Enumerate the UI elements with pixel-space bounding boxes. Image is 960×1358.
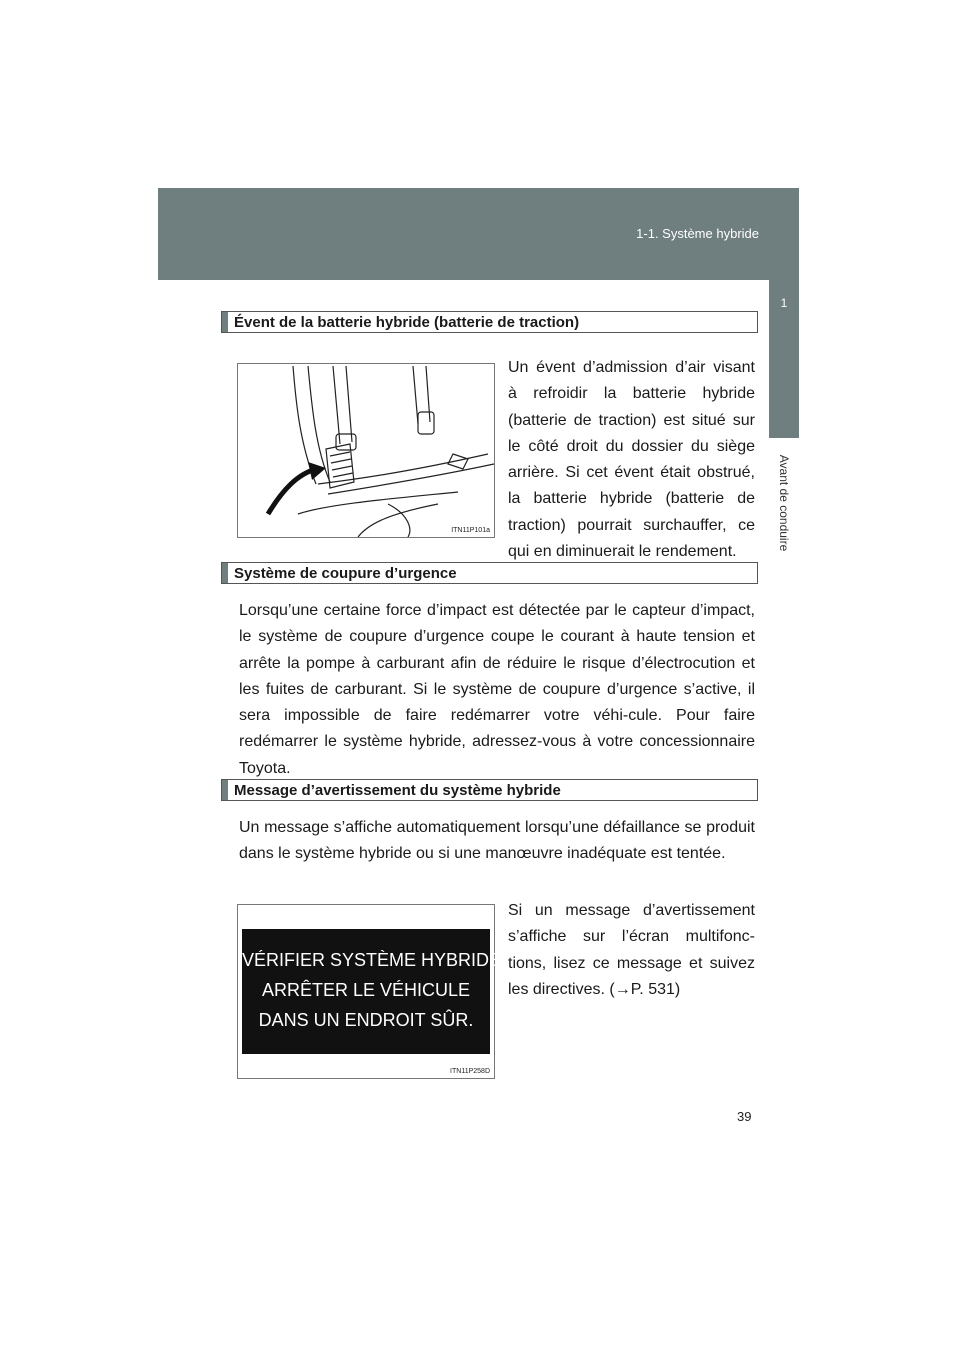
warning-message-text: Un message s’affiche automatiquement lorsqu’une défaillance se produit dans le système hybride ou si une manœuvre inadéquate est tentée. [239, 819, 755, 863]
section-title-emergency-shutoff [221, 562, 758, 584]
figure-code: ITN11P258D [450, 1068, 490, 1075]
header-band [158, 188, 799, 280]
warning-display-illustration [237, 904, 502, 1079]
section-title-warning-message [221, 779, 758, 801]
display-line: ARRÊTER LE VÉHICULE [261, 980, 471, 1000]
section-title-text: Évent de la batterie hybride (batterie de traction) [234, 314, 580, 331]
seat-vent-illustration [237, 363, 495, 538]
display-line: VÉRIFIER SYSTÈME HYBRIDE [242, 950, 502, 970]
display-line: DANS UN ENDROIT SÛR. [258, 1010, 474, 1030]
section-title-battery-vent [221, 311, 758, 333]
warning-directive-text: Si un message d’avertissement s’affiche sur l’écran multifonc-tions, lisez ce message et suivez les directives. (→P. 531) [508, 902, 755, 998]
page-number: 39 [737, 1109, 752, 1124]
header-section-title: 1-1. Système hybride [636, 226, 759, 241]
seat-vent-drawing [238, 364, 494, 537]
multi-info-display [242, 929, 502, 1054]
figure-code: ITN11P101a [451, 527, 490, 534]
chapter-label [769, 438, 799, 568]
emergency-shutoff-text: Lorsqu’une certaine force d’impact est détectée par le capteur d’impact, le système de coupure d’urgence coupe le courant à haute tension et arrête la pompe à carburant afin de réduire le risque d’électrocution et les fuites de carburant. Si le système de coupure d’urgence s’active, il sera impossible de faire redémarrer votre véhi-cule. Pour faire redémarrer le système hybride, adressez-vous à votre concessionnaire Toyota. [239, 602, 755, 777]
chapter-tab [769, 188, 799, 438]
chapter-number: 1 [780, 296, 788, 310]
section-title-text: Système de coupure d’urgence [234, 565, 457, 582]
chapter-label-text: Avant de conduire [777, 454, 791, 552]
section-title-text: Message d’avertissement du système hybride [234, 782, 561, 799]
battery-vent-text: Un évent d’admission d’air visant à refroidir la batterie hybride (batterie de traction) est situé sur le côté droit du dossier du siège arrière. Si cet évent était obstrué, la batterie hybride (batterie de traction) pourrait surchauffer, ce qui en diminuerait le rendement. [508, 359, 755, 561]
